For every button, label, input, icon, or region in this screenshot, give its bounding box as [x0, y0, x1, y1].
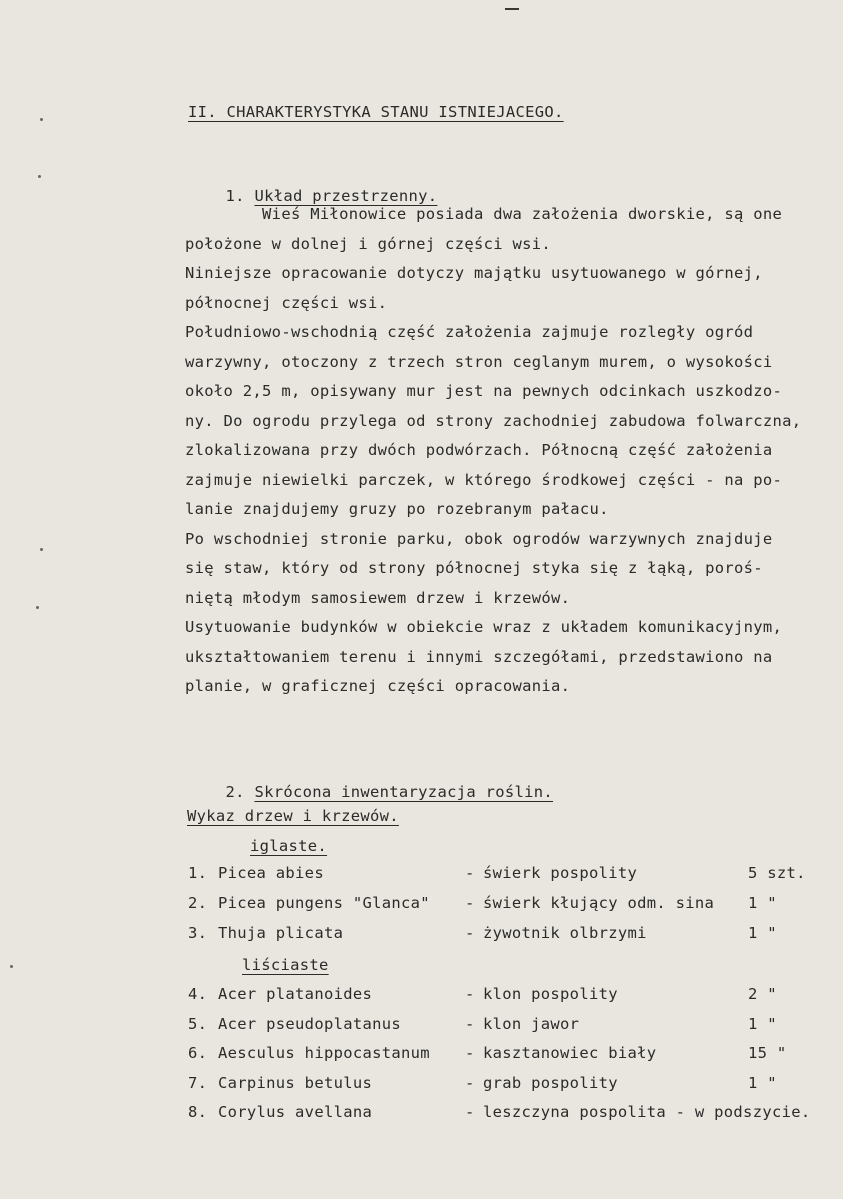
plant-dash: - — [465, 894, 475, 912]
subsection2-title: Skrócona inwentaryzacja roślin. — [254, 783, 554, 801]
subsection1-number: 1. — [225, 187, 245, 205]
margin-dot — [38, 175, 41, 178]
plant-dash: - — [465, 985, 475, 1003]
subsection2-number: 2. — [225, 783, 245, 801]
plant-latin-name: Aesculus hippocastanum — [218, 1044, 430, 1062]
body-line: położone w dolnej i górnej części wsi. — [185, 234, 552, 253]
plant-dash: - — [465, 1014, 475, 1033]
plant-polish-name: grab pospolity — [483, 1073, 618, 1092]
body-line: Południowo-wschodnią część założenia zajmuje rozległy ogród — [185, 323, 754, 341]
plant-polish-name: leszczyna pospolita - w podszycie. — [483, 1103, 811, 1121]
plant-polish-name: klon pospolity — [483, 985, 618, 1003]
plant-number: 4. — [188, 985, 208, 1003]
group-deciduous: liściaste — [242, 956, 329, 974]
plant-number: 8. — [188, 1103, 208, 1121]
plant-polish-name: żywotnik olbrzymi — [483, 924, 647, 942]
body-line: zlokalizowana przy dwóch podwórzach. Północną część założenia — [185, 441, 773, 459]
plant-quantity: 5 szt. — [748, 864, 806, 882]
plant-latin-name: Acer pseudoplatanus — [218, 1014, 402, 1033]
plant-number: 3. — [188, 924, 208, 942]
body-line: około 2,5 m, opisywany mur jest na pewnych odcinkach uszkodzo- — [185, 382, 783, 400]
plant-number: 7. — [188, 1073, 208, 1092]
plant-dash: - — [465, 1103, 475, 1121]
plant-polish-name: kasztanowiec biały — [483, 1044, 657, 1062]
body-line: ukształtowaniem terenu i innymi szczegółami, przedstawiono na — [185, 647, 773, 666]
plant-quantity: 2 " — [748, 985, 777, 1003]
body-line: planie, w graficznej części opracowania. — [185, 677, 571, 695]
body-line: ny. Do ogrodu przylega od strony zachodniej zabudowa folwarczna, — [185, 411, 802, 430]
plant-dash: - — [465, 1073, 475, 1092]
list-heading: Wykaz drzew i krzewów. — [187, 807, 399, 825]
plant-number: 5. — [188, 1014, 208, 1033]
plant-quantity: 1 " — [748, 1073, 777, 1092]
body-line: północnej części wsi. — [185, 293, 388, 312]
body-line: Niniejsze opracowanie dotyczy majątku usytuowanego w górnej, — [185, 264, 763, 282]
plant-polish-name: klon jawor — [483, 1014, 580, 1033]
plant-latin-name: Carpinus betulus — [218, 1073, 373, 1092]
plant-dash: - — [465, 924, 475, 942]
group-conifers: iglaste. — [250, 837, 328, 855]
plant-number: 6. — [188, 1044, 208, 1062]
plant-number: 1. — [188, 864, 208, 882]
plant-latin-name: Picea pungens "Glanca" — [218, 894, 430, 912]
margin-dot — [40, 548, 43, 551]
plant-dash: - — [465, 1044, 475, 1062]
plant-number: 2. — [188, 894, 208, 912]
section-title: II. CHARAKTERYSTYKA STANU ISTNIEJACEGO. — [188, 103, 564, 121]
plant-dash: - — [465, 864, 475, 882]
plant-latin-name: Acer platanoides — [218, 985, 373, 1003]
body-line: lanie znajdujemy gruzy po rozebranym pałacu. — [185, 500, 609, 518]
body-line: Usytuowanie budynków w obiekcie wraz z układem komunikacyjnym, — [185, 618, 783, 636]
plant-quantity: 15 " — [748, 1044, 787, 1062]
plant-latin-name: Picea abies — [218, 864, 324, 882]
plant-quantity: 1 " — [748, 1014, 777, 1033]
margin-dot — [40, 118, 43, 121]
plant-quantity: 1 " — [748, 894, 777, 912]
body-line: warzywny, otoczony z trzech stron ceglanym murem, o wysokości — [185, 352, 773, 371]
body-line: Po wschodniej stronie parku, obok ogrodów warzywnych znajduje — [185, 529, 773, 548]
plant-quantity: 1 " — [748, 924, 777, 942]
body-line: zajmuje niewielki parczek, w którego środkowej części - na po- — [185, 470, 783, 489]
margin-dot — [10, 965, 13, 968]
body-line: Wieś Miłonowice posiada dwa założenia dworskie, są one — [185, 205, 783, 223]
plant-latin-name: Corylus avellana — [218, 1103, 373, 1121]
plant-polish-name: świerk kłujący odm. sina — [483, 894, 715, 912]
page-top-mark — [505, 8, 519, 10]
body-line: niętą młodym samosiewem drzew i krzewów. — [185, 588, 571, 607]
plant-latin-name: Thuja plicata — [218, 924, 344, 942]
plant-polish-name: świerk pospolity — [483, 864, 638, 882]
body-line: się staw, który od strony północnej styka się z łąką, poroś- — [185, 559, 763, 577]
margin-dot — [36, 606, 39, 609]
subsection1-title: Układ przestrzenny. — [254, 187, 438, 205]
